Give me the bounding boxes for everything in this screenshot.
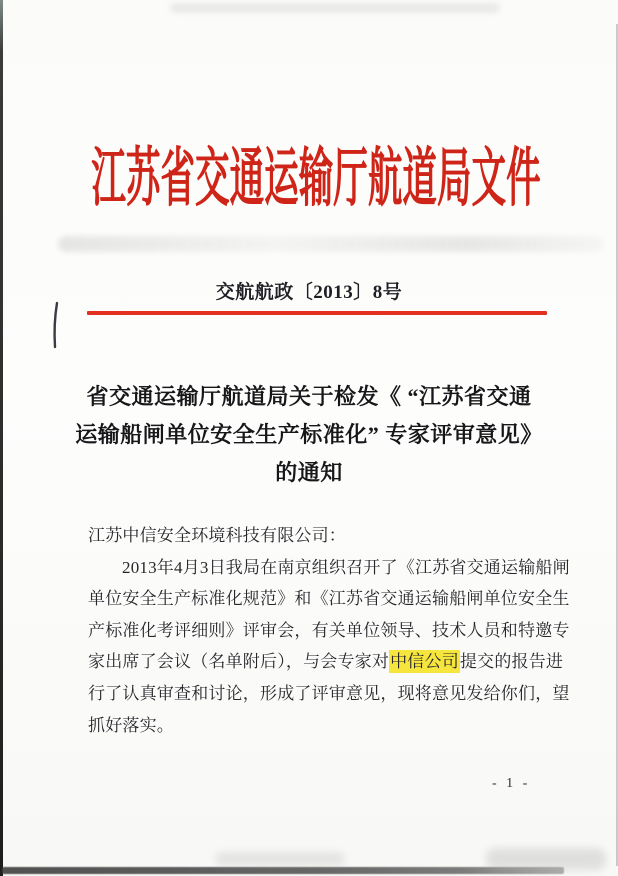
body-line: 产标准化考评细则》评审会，有关单位领导、技术人员和特邀专 [88, 620, 570, 640]
scan-smudge-upper [58, 236, 604, 252]
notice-body [88, 520, 570, 741]
notice-title-line: 运输船闸单位安全生产标准化” 专家评审意见》 [75, 422, 543, 447]
body-line: 2013年4月3日我局在南京组织召开了《江苏省交通运输船闸 [122, 557, 570, 577]
body-line-with-highlight [88, 646, 566, 678]
scan-shadow-bottom [2, 867, 564, 874]
letterhead-title-text: 江苏省交通运输厅航道局文件 [91, 143, 541, 214]
body-line: 抓好落实。 [88, 715, 174, 735]
scan-smudge-bottom-mid [215, 852, 345, 866]
scan-smudge-top [170, 3, 500, 13]
notice-title [0, 378, 618, 492]
highlighted-company-name: 中信公司 [390, 652, 459, 672]
page-number: - 1 - [492, 776, 531, 791]
body-text-segment: 提交的报告进 [459, 652, 564, 672]
body-line: 单位安全生产标准化规范》和《江苏省交通运输船闸单位安全生 [88, 589, 570, 609]
pen-mark [51, 301, 61, 351]
body-text-segment: 家出席了会议（名单附后），与会专家对 [88, 652, 390, 672]
notice-title-line: 的通知 [275, 460, 343, 485]
body-line: 行了认真审查和讨论，形成了评审意见，现将意见发给你们，望 [88, 683, 570, 703]
salutation: 江苏中信安全环境科技有限公司： [88, 526, 346, 545]
red-divider-line [87, 311, 547, 315]
document-number: 交航航政〔2013〕8号 [215, 282, 403, 303]
notice-title-line: 省交通运输厅航道局关于检发《 “江苏省交通 [86, 384, 532, 409]
letterhead-title [0, 140, 618, 218]
